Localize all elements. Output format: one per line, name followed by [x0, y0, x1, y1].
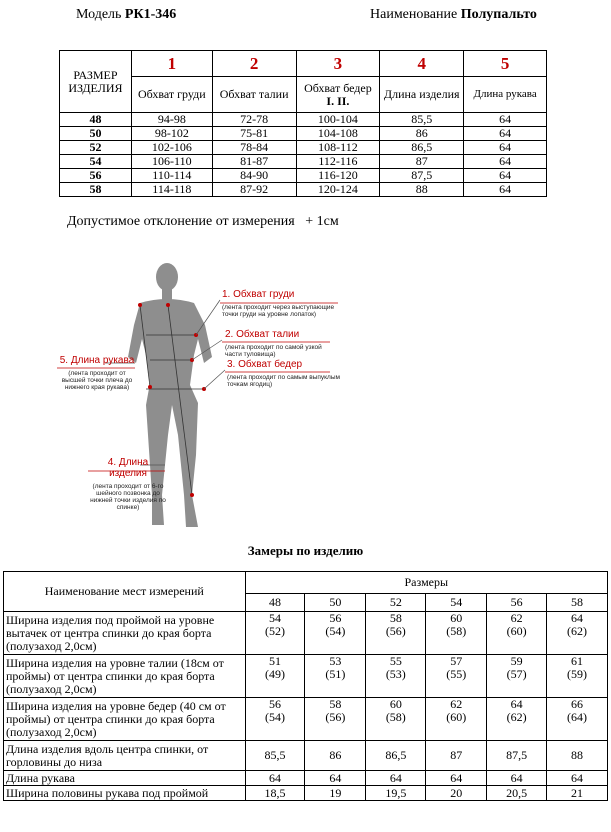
measurement-value	[426, 655, 487, 698]
size-cell: 50	[60, 127, 132, 141]
name-header-text: Наименование мест измерений	[44, 584, 204, 598]
measurement-value	[366, 771, 426, 786]
measurements-table	[3, 571, 608, 801]
value-cell: 64	[464, 113, 547, 127]
measurement-label: Ширина изделия на уровне талии (18см от проймы) от центра спинки до края борта (полузаход 2,0см)	[4, 655, 246, 698]
measurement-value	[426, 741, 487, 771]
measurement-value-main: 62	[510, 611, 523, 625]
measurement-value-main: 53	[329, 654, 342, 668]
measurement-value-main: 64	[269, 770, 282, 785]
col-num-2: 2	[212, 51, 296, 77]
value-cell: 106-110	[131, 155, 212, 169]
measurement-value	[487, 771, 547, 786]
measurement-value-main: 20,5	[506, 785, 528, 800]
size-row	[60, 155, 547, 169]
measurement-value-alt: (51)	[325, 667, 346, 681]
measurement-value-alt: (60)	[446, 710, 467, 724]
col-label-3-text: Обхват бедер	[304, 80, 372, 95]
value-cell: 94-98	[131, 113, 212, 127]
value-cell: 64	[464, 169, 547, 183]
annotation-sleeve	[57, 355, 137, 391]
size-header	[60, 51, 132, 113]
tolerance-note	[67, 214, 339, 230]
value-cell: 72-78	[212, 113, 296, 127]
size-column-header: 58	[547, 594, 608, 612]
size-table	[59, 50, 547, 197]
measurement-value-main: 86	[329, 748, 342, 762]
measurement-value	[547, 741, 608, 771]
measurement-value	[426, 698, 487, 741]
measurement-value	[547, 612, 608, 655]
size-cell: 58	[60, 183, 132, 197]
measurement-row	[4, 771, 608, 786]
measurement-value-main: 21	[571, 785, 584, 800]
measurement-value-main: 64	[510, 697, 523, 711]
measurement-value-main: 60	[450, 611, 463, 625]
measurement-value-main: 55	[389, 654, 402, 668]
value-cell: 98-102	[131, 127, 212, 141]
measurement-value	[305, 698, 366, 741]
measurement-value-main: 86,5	[385, 748, 407, 762]
col-label-3	[296, 77, 380, 113]
value-cell: 81-87	[212, 155, 296, 169]
measurement-value-alt: (59)	[567, 667, 588, 681]
annotation-length	[88, 457, 168, 511]
col-num-3: 3	[296, 51, 380, 77]
product-name-label: Наименование	[370, 7, 458, 22]
model-label: Модель	[76, 7, 122, 22]
sizes-header: Размеры	[245, 572, 607, 594]
measurement-value	[366, 698, 426, 741]
value-cell: 112-116	[296, 155, 380, 169]
measurement-value	[426, 612, 487, 655]
col-label-5: Длина рукава	[464, 77, 547, 113]
size-row	[60, 141, 547, 155]
value-cell: 88	[380, 183, 464, 197]
measurement-value-main: 62	[450, 697, 463, 711]
size-column-header: 48	[245, 594, 305, 612]
measurement-label: Ширина изделия на уровне бедер (40 см от проймы) от центра спинки до края борта (полузаход 2,0см)	[4, 698, 246, 741]
measurement-label: Длина рукава	[4, 771, 246, 786]
measurement-row	[4, 698, 608, 741]
model-heading	[76, 7, 176, 23]
measurement-value-alt: (62)	[567, 624, 588, 638]
size-header-text: РАЗМЕР ИЗДЕЛИЯ	[68, 67, 123, 95]
measurement-value	[547, 771, 608, 786]
measurement-label: Ширина изделия под проймой на уровне вытачек от центра спинки до края борта (полузаход 2,0см)	[4, 612, 246, 655]
annotation-waist-title: 2. Обхват талии	[225, 329, 300, 340]
measurement-value	[487, 655, 547, 698]
col-label-3-sub: I. II.	[326, 93, 350, 108]
measurement-value-main: 58	[389, 611, 402, 625]
tolerance-text: Допустимое отклонение от измерения	[67, 214, 295, 229]
value-cell: 100-104	[296, 113, 380, 127]
measurement-value	[245, 771, 305, 786]
measurement-value-main: 64	[571, 770, 584, 785]
size-row	[60, 169, 547, 183]
measurement-value	[245, 786, 305, 801]
measurement-value-alt: (54)	[265, 710, 286, 724]
measurement-value	[547, 786, 608, 801]
measurement-value-alt: (54)	[325, 624, 346, 638]
measurement-value	[305, 771, 366, 786]
value-cell: 86	[380, 127, 464, 141]
measurement-value-alt: (60)	[506, 624, 527, 638]
size-column-header: 56	[487, 594, 547, 612]
value-cell: 64	[464, 155, 547, 169]
measurement-value-main: 64	[510, 770, 523, 785]
annotation-waist-sub: (лента проходит по самой узкой части туловища)	[225, 344, 322, 358]
measurement-value-main: 19	[329, 785, 342, 800]
measurement-value-alt: (58)	[385, 710, 406, 724]
measurement-row	[4, 786, 608, 801]
measurement-value-main: 20	[450, 785, 463, 800]
tolerance-value: + 1см	[305, 214, 339, 229]
measurement-value-main: 64	[571, 611, 584, 625]
col-label-4: Длина изделия	[380, 77, 464, 113]
measurement-value	[305, 786, 366, 801]
value-cell: 87	[380, 155, 464, 169]
value-cell: 78-84	[212, 141, 296, 155]
measurement-value-main: 87	[450, 748, 463, 762]
value-cell: 85,5	[380, 113, 464, 127]
measurements-title: Замеры по изделию	[247, 543, 364, 558]
measurement-value	[547, 655, 608, 698]
measurement-value-main: 64	[389, 770, 402, 785]
value-cell: 75-81	[212, 127, 296, 141]
measurement-value-alt: (62)	[506, 710, 527, 724]
size-column-header: 50	[305, 594, 366, 612]
value-cell: 86,5	[380, 141, 464, 155]
measurement-value	[305, 612, 366, 655]
product-name-heading	[370, 7, 537, 23]
col-num-5: 5	[464, 51, 547, 77]
annotation-length-title: 4. Длина изделия	[107, 457, 149, 479]
size-cell: 52	[60, 141, 132, 155]
value-cell: 120-124	[296, 183, 380, 197]
annotation-hips	[227, 359, 347, 388]
value-cell: 84-90	[212, 169, 296, 183]
measurement-value	[305, 741, 366, 771]
measurement-value-main: 61	[571, 654, 584, 668]
measurement-value-main: 87,5	[506, 748, 528, 762]
measurement-value-alt: (49)	[265, 667, 286, 681]
measurement-value-main: 64	[450, 770, 463, 785]
measurement-value-main: 51	[269, 654, 282, 668]
measurement-value-main: 66	[571, 697, 584, 711]
measurement-value	[426, 771, 487, 786]
annotation-length-sub: (лента проходит от 6-го шейного позвонка до нижней точки изделия по спинке)	[90, 483, 166, 511]
measurement-value-main: 18,5	[264, 785, 286, 800]
value-cell: 64	[464, 141, 547, 155]
size-row	[60, 183, 547, 197]
measurement-value-main: 57	[450, 654, 463, 668]
measurement-value-alt: (56)	[385, 624, 406, 638]
measurement-value	[245, 655, 305, 698]
measurement-value-alt: (55)	[446, 667, 467, 681]
size-cell: 54	[60, 155, 132, 169]
measurement-row	[4, 655, 608, 698]
measurement-value-main: 19,5	[385, 785, 407, 800]
size-cell: 48	[60, 113, 132, 127]
annotation-waist	[225, 329, 335, 358]
measurement-value-alt: (52)	[265, 624, 286, 638]
annotation-chest	[222, 289, 342, 318]
measurement-value	[366, 612, 426, 655]
name-header	[4, 572, 246, 612]
annotation-sleeve-title: 5. Длина рукава	[59, 355, 135, 366]
measurement-value	[487, 786, 547, 801]
measurement-value	[245, 612, 305, 655]
size-row	[60, 113, 547, 127]
measurement-value	[366, 655, 426, 698]
measurement-value	[245, 741, 305, 771]
measurement-value-alt: (57)	[506, 667, 527, 681]
value-cell: 108-112	[296, 141, 380, 155]
measurement-value-main: 64	[329, 770, 342, 785]
measurement-value-main: 56	[269, 697, 282, 711]
value-cell: 64	[464, 127, 547, 141]
annotation-hips-title: 3. Обхват бедер	[227, 359, 303, 370]
annotation-chest-sub: (лента проходит через выступающие точки груди на уровне лопаток)	[222, 304, 335, 318]
measurement-value-main: 54	[269, 611, 282, 625]
measurement-value	[426, 786, 487, 801]
measurement-value	[366, 786, 426, 801]
size-cell: 56	[60, 169, 132, 183]
value-cell: 114-118	[131, 183, 212, 197]
measurement-label: Длина изделия вдоль центра спинки, от горловины до низа	[4, 741, 246, 771]
measurement-row	[4, 741, 608, 771]
measurement-value-alt: (64)	[567, 710, 588, 724]
size-column-header: 52	[366, 594, 426, 612]
measurement-label: Ширина половины рукава под проймой	[4, 786, 246, 801]
measurement-row	[4, 612, 608, 655]
annotation-sleeve-sub: (лента проходит от высшей точки плеча до нижнего края рукава)	[61, 370, 133, 391]
annotation-hips-sub: (лента проходит по самым выпуклым точкам ягодиц)	[227, 374, 340, 388]
annotation-chest-title: 1. Обхват груди	[222, 289, 295, 300]
measurement-value-alt: (56)	[325, 710, 346, 724]
value-cell: 104-108	[296, 127, 380, 141]
model-value: РК1-346	[124, 7, 177, 22]
measurement-value-main: 88	[571, 748, 584, 762]
measurement-value-main: 85,5	[264, 748, 286, 762]
measurement-value-main: 58	[329, 697, 342, 711]
measurement-value	[366, 741, 426, 771]
measurement-value-main: 60	[389, 697, 402, 711]
measurement-value	[487, 612, 547, 655]
col-label-1: Обхват груди	[131, 77, 212, 113]
measurement-value	[487, 741, 547, 771]
product-name-value: Полупальто	[460, 7, 537, 22]
value-cell: 102-106	[131, 141, 212, 155]
value-cell: 116-120	[296, 169, 380, 183]
measurement-value	[305, 655, 366, 698]
measurement-value-main: 59	[510, 654, 523, 668]
measurement-value	[547, 698, 608, 741]
value-cell: 87,5	[380, 169, 464, 183]
value-cell: 64	[464, 183, 547, 197]
col-label-2: Обхват талии	[212, 77, 296, 113]
measurement-value-alt: (58)	[446, 624, 467, 638]
measurement-value-alt: (53)	[385, 667, 406, 681]
measurement-value	[487, 698, 547, 741]
value-cell: 110-114	[131, 169, 212, 183]
col-num-1: 1	[131, 51, 212, 77]
measurement-value-main: 56	[329, 611, 342, 625]
size-column-header: 54	[426, 594, 487, 612]
measurement-value	[245, 698, 305, 741]
col-num-4: 4	[380, 51, 464, 77]
value-cell: 87-92	[212, 183, 296, 197]
size-row	[60, 127, 547, 141]
